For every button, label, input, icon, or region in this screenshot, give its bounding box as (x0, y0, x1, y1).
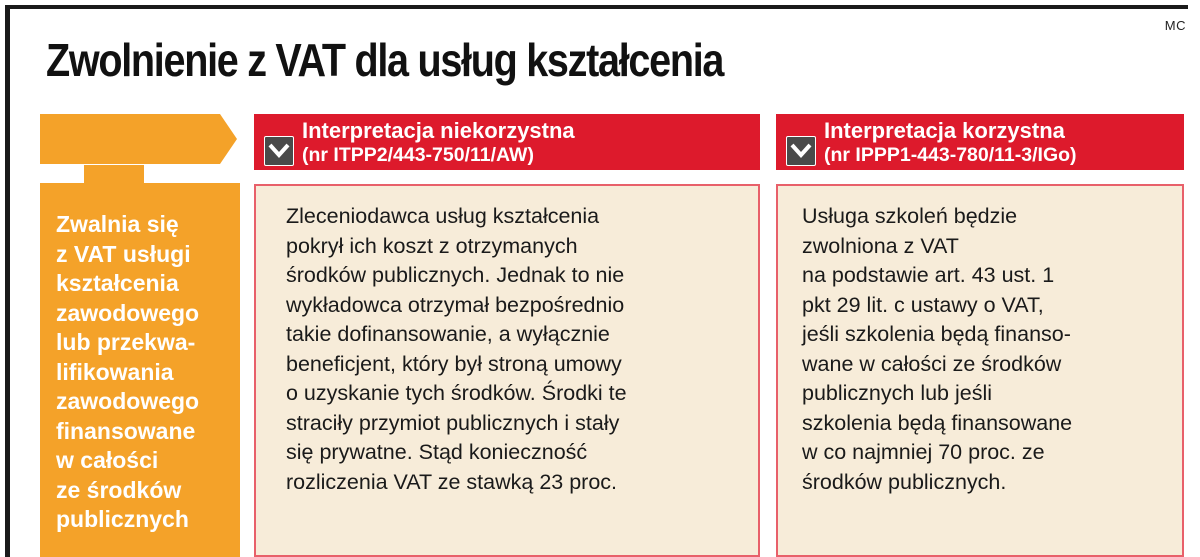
frame-left-rule (5, 5, 10, 557)
column-unfavourable (254, 114, 760, 557)
sidebar-tab (40, 114, 237, 164)
column-reference: (nr ITPP2/443-750/11/AW) (302, 144, 534, 166)
column-heading: Interpretacja niekorzystna (302, 118, 575, 143)
column-body-text: Zleceniodawca usług kształcenia pokrył ich koszt z otrzymanych środków publicznych. Jednak to nie wykładowca otrzymał bezpośrednio takie dofinansowanie, a wyłącznie beneficjent, który był stroną umowy o uzyskanie tych środków. Środki te straciły przymiot publicznych i stały się prywatne. Stąd konieczność rozliczenia VAT ze stawką 23 proc. (286, 204, 627, 494)
column-header (776, 114, 1184, 170)
sidebar-text: Zwalnia się z VAT usługi kształcenia zawodowego lub przekwa- lifikowania zawodowego finansowane w całości ze środków publicznych (56, 211, 200, 532)
column-body-text: Usługa szkoleń będzie zwolniona z VAT na podstawie art. 43 ust. 1 pkt 29 lit. c ustawy o VAT, jeśli szkolenia będą finanso- wane w całości ze środków publicznych lub jeśli szkolenia będą finansowane w co najmniej 70 proc. ze środków publicznych. (802, 204, 1073, 494)
author-credit: MC (1164, 18, 1186, 33)
column-body (776, 184, 1184, 557)
column-header (254, 114, 760, 170)
column-reference: (nr IPPP1-443-780/11-3/IGo) (824, 144, 1077, 166)
chevron-down-icon (264, 136, 294, 166)
column-favourable (776, 114, 1184, 557)
column-body (254, 184, 760, 557)
chevron-down-icon (786, 136, 816, 166)
column-heading: Interpretacja korzystna (824, 118, 1065, 143)
page-title: Zwolnienie z VAT dla usług kształcenia (46, 34, 724, 86)
frame-top-rule (5, 5, 1188, 9)
